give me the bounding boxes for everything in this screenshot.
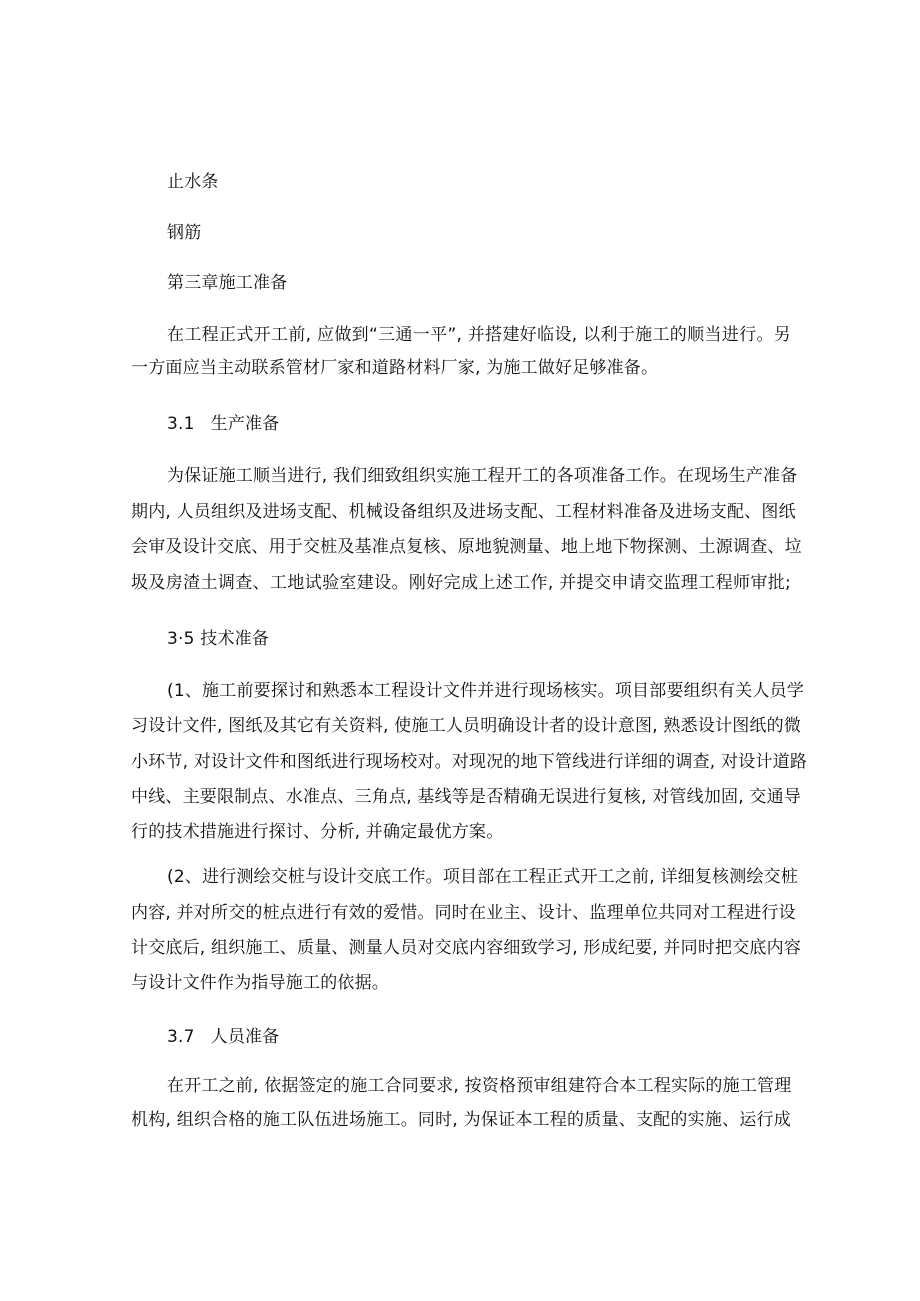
item-gangjin: 钢筋 xyxy=(167,223,202,243)
section-title: 生产准备 xyxy=(210,414,280,434)
section-heading-3-5: 3·5 技术准备 xyxy=(167,629,270,649)
section-number: 3.7 xyxy=(167,1027,195,1047)
chapter-title: 第三章施工准备 xyxy=(167,273,288,293)
item-zhishuitiao: 止水条 xyxy=(167,172,219,192)
sec35-p1-line-4: 中线、主要限制点、水准点、三角点, 基线等是否精确无误进行复核, 对管线加固, 交通导 xyxy=(131,787,802,807)
section-number: 3.1 xyxy=(167,414,195,434)
sec35-p1-line-1: (1、施工前要探讨和熟悉本工程设计文件并进行现场核实。项目部要组织有关人员学 xyxy=(167,681,805,701)
sec31-line-2: 期内, 人员组织及进场支配、机械设备组织及进场支配、工程材料准备及进场支配、图纸 xyxy=(131,502,796,522)
sec35-p2-line-4: 与设计文件作为指导施工的依据。 xyxy=(131,973,389,993)
chapter-intro-line-1: 在工程正式开工前, 应做到“三通一平”, 并搭建好临设, 以利于施工的顺当进行。另 xyxy=(167,325,791,345)
section-title: 人员准备 xyxy=(210,1027,280,1047)
section-heading-3-7 xyxy=(167,1025,279,1049)
sec35-p1-line-2: 习设计文件, 图纸及其它有关资料, 使施工人员明确设计者的设计意图, 熟悉设计图纸的微 xyxy=(131,716,802,736)
chapter-intro-line-2: 一方面应当主动联系管材厂家和道路材料厂家, 为施工做好足够准备。 xyxy=(131,358,659,378)
sec35-p2-line-2: 内容, 并对所交的桩点进行有效的爱惜。同时在业主、设计、监理单位共同对工程进行设 xyxy=(131,903,796,923)
sec31-line-1: 为保证施工顺当进行, 我们细致组织实施工程开工的各项准备工作。在现场生产准备 xyxy=(167,466,798,486)
sec37-line-1: 在开工之前, 依据签定的施工合同要求, 按资格预审组建符合本工程实际的施工管理 xyxy=(167,1076,792,1096)
sec31-line-4: 圾及房渣土调查、工地试验室建设。刚好完成上述工作, 并提交申请交监理工程师审批; xyxy=(131,573,791,593)
sec37-line-2: 机构, 组织合格的施工队伍进场施工。同时, 为保证本工程的质量、支配的实施、运行成 xyxy=(131,1110,791,1130)
sec35-p2-line-3: 计交底后, 组织施工、质量、测量人员对交底内容细致学习, 形成纪要, 并同时把交底内容 xyxy=(131,938,802,958)
sec35-p2-line-1: (2、进行测绘交桩与设计交底工作。项目部在工程正式开工之前, 详细复核测绘交桩 xyxy=(167,867,799,887)
sec31-line-3: 会审及设计交底、用于交桩及基准点复核、原地貌测量、地上地下物探测、土源调查、垃 xyxy=(131,537,802,557)
sec35-p1-line-5: 行的技术措施进行探讨、分析, 并确定最优方案。 xyxy=(131,822,504,842)
sec35-p1-line-3: 小环节, 对设计文件和图纸进行现场校对。对现况的地下管线进行详细的调查, 对设计道路 xyxy=(131,752,808,772)
section-heading-3-1 xyxy=(167,412,279,436)
